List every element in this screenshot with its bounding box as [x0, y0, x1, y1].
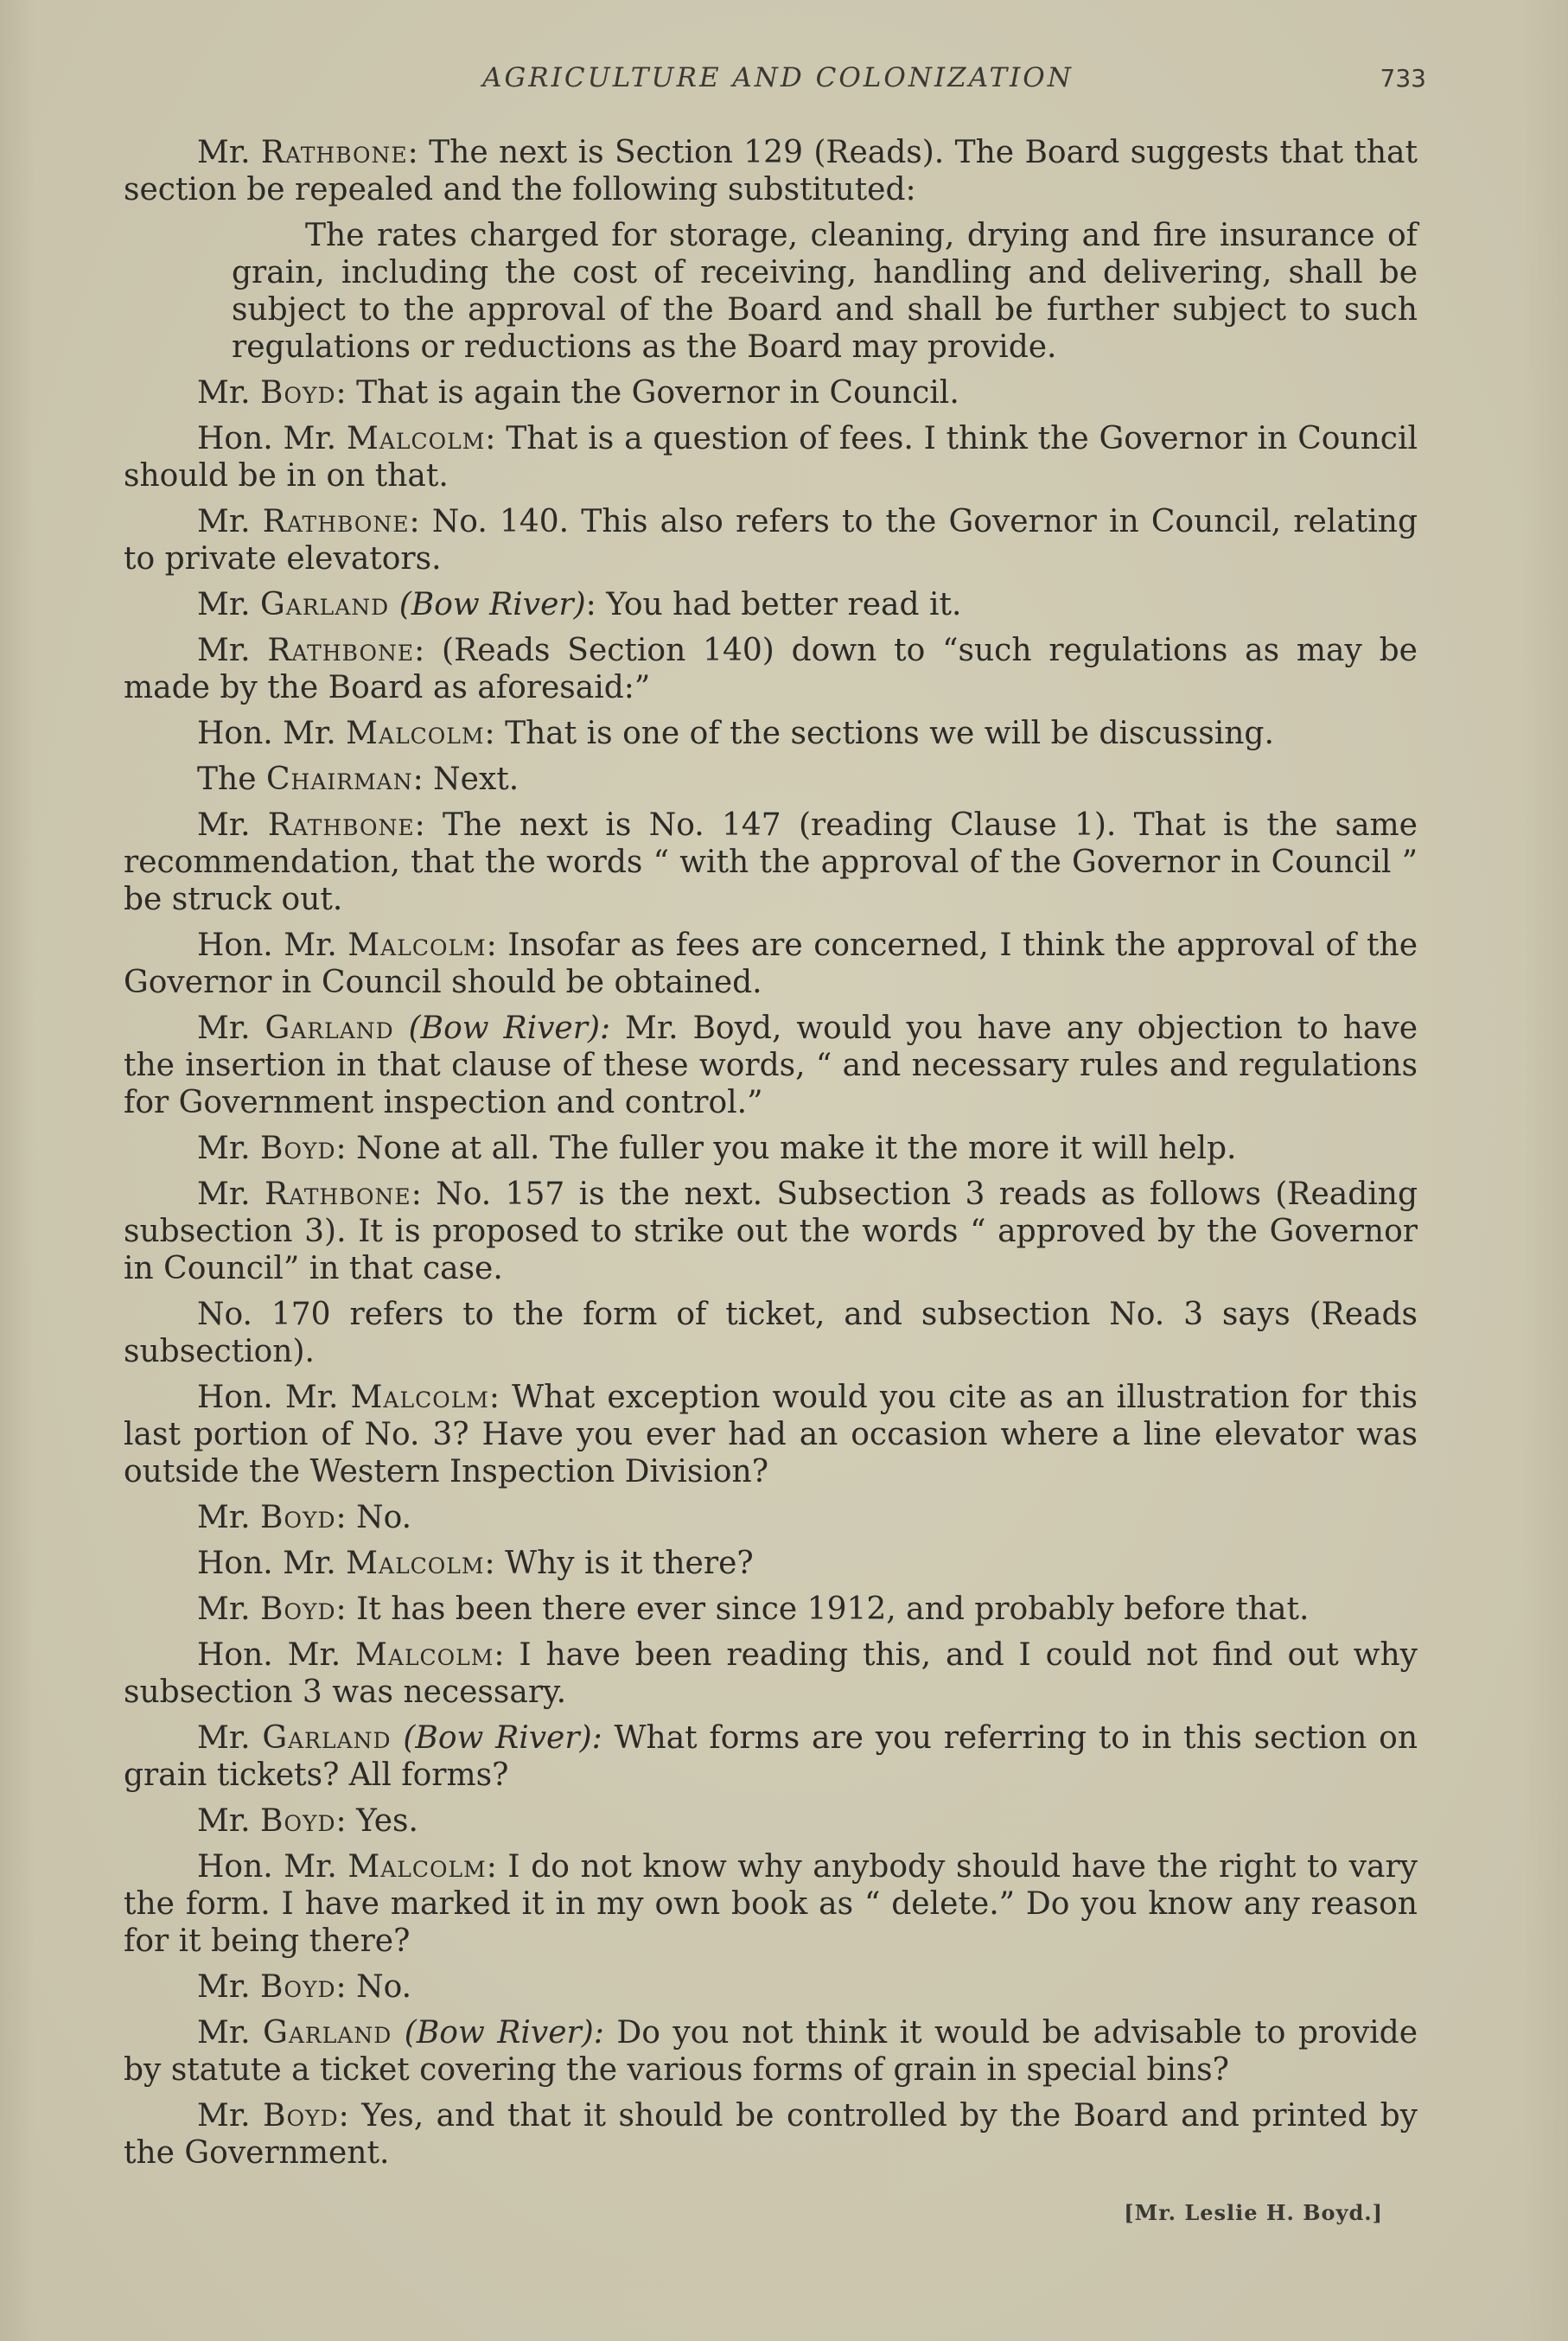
paragraph-text: : That is a question of fees. I think the Governor in Council should be in on that. [124, 421, 1418, 494]
speaker-constituency: (Bow River): [408, 1011, 611, 1046]
running-title: AGRICULTURE AND COLONIZATION [482, 62, 1074, 93]
paragraph-text: : What exception would you cite as an illustration for this last portion of No. 3? Have you ever had an occasion where a line elevator was outside the Western Inspection Division? [124, 1380, 1418, 1489]
speaker-title: Mr. [197, 587, 251, 622]
speaker-name: Boyd [263, 2098, 339, 2134]
speaker-title: Mr. [197, 1011, 251, 1046]
speaker-title: Mr. [197, 375, 251, 411]
speaker-constituency: (Bow River): [404, 2015, 604, 2051]
paragraph [124, 1499, 1418, 1536]
speaker-name: Boyd [260, 1591, 336, 1627]
speaker-name: Malcolm [346, 1546, 485, 1581]
paragraph-text: : None at all. The fuller you make it the more it will help. [335, 1131, 1237, 1166]
paragraph-text: : (Reads Section 140) down to “such regulations as may be made by the Board as aforesaid:” [124, 633, 1418, 705]
speaker-title: Mr. [197, 1803, 251, 1839]
speaker-name: Malcolm [346, 716, 485, 751]
paragraph [124, 134, 1418, 208]
speaker-title: Mr. [197, 1969, 251, 2005]
speaker-name: Garland [262, 1720, 392, 1756]
speaker-name: Garland [263, 2015, 392, 2051]
speaker-name: Rathbone [262, 504, 410, 539]
speaker-title: Hon. Mr. [197, 1849, 337, 1885]
paragraph-text: What forms are you referring to in this section on grain tickets? All forms? [124, 1720, 1418, 1793]
speaker-title: The [197, 762, 257, 797]
paragraph [124, 503, 1418, 577]
paragraph-text: : Yes. [335, 1803, 418, 1839]
paragraph [124, 1968, 1418, 2006]
speaker-title: Mr. [197, 633, 251, 668]
paragraph-text: : That is again the Governor in Council. [335, 375, 959, 411]
paragraph-text: No. 170 refers to the form of ticket, and subsection No. 3 says (Reads subsection). [124, 1297, 1418, 1369]
speaker-footnote: [Mr. Leslie H. Boyd.] [1124, 2200, 1383, 2225]
speaker-title: Hon. Mr. [197, 1546, 336, 1581]
paragraph [124, 1545, 1418, 1582]
speaker-name: Boyd [260, 375, 336, 411]
paragraph-text: : The next is Section 129 (Reads). The Board suggests that that section be repealed and the following substituted: [124, 135, 1418, 207]
paragraph-text: : Next. [412, 762, 519, 797]
running-head [130, 62, 1426, 105]
page-number: 733 [1380, 64, 1426, 92]
speaker-title: Mr. [197, 1177, 251, 1212]
paragraph-text: Do you not think it would be advisable to provide by statute a ticket covering the various forms of grain in special bins? [124, 2015, 1418, 2088]
speaker-title: Hon. Mr. [197, 421, 337, 456]
speaker-title: Hon. Mr. [197, 1637, 341, 1673]
speaker-title: Hon. Mr. [197, 928, 337, 963]
speaker-title: Mr. [197, 1591, 251, 1627]
paragraph [124, 2097, 1418, 2172]
paragraph [124, 1176, 1418, 1287]
speaker-name: Boyd [260, 1803, 336, 1839]
speaker-title: Mr. [197, 135, 251, 170]
speaker-name: Chairman [265, 762, 413, 797]
paragraph-text: : I do not know why anybody should have the right to vary the form. I have marked it in my own book as “ delete.” Do you know any reason for it being there? [124, 1849, 1418, 1959]
paragraph-text: : The next is No. 147 (reading Clause 1). That is the same recommendation, that the words “ with the approval of the Governor in Council ” be struck out. [124, 807, 1418, 917]
paragraph [124, 1296, 1418, 1370]
speaker-title: Mr. [197, 504, 251, 539]
paragraph [124, 807, 1418, 918]
speaker-name: Rathbone [264, 1177, 411, 1212]
speaker-name: Malcolm [347, 1849, 487, 1885]
speaker-name: Boyd [260, 1131, 336, 1166]
paragraph [124, 1591, 1418, 1628]
speaker-constituency: (Bow River) [398, 587, 586, 622]
speaker-title: Mr. [197, 2015, 251, 2051]
paragraph-text: : Insofar as fees are concerned, I think the approval of the Governor in Council should be obtained. [124, 928, 1418, 1000]
paragraph [124, 1130, 1418, 1167]
paragraph-text: : No. 140. This also refers to the Governor in Council, relating to private elevators. [124, 504, 1418, 577]
paragraph [124, 1802, 1418, 1840]
paragraph [124, 420, 1418, 494]
paragraph [124, 927, 1418, 1001]
paragraph [124, 374, 1418, 411]
paragraph-text: : No. [335, 1500, 412, 1535]
paragraph [124, 1010, 1418, 1121]
block-quote [124, 217, 1418, 366]
body-text [124, 134, 1418, 2180]
paragraph [124, 1379, 1418, 1490]
speaker-name: Malcolm [350, 1380, 489, 1415]
paragraph-text: : No. [335, 1969, 412, 2005]
speaker-name: Malcolm [355, 1637, 494, 1673]
speaker-name: Garland [260, 587, 390, 622]
paragraph-text: : I have been reading this, and I could not find out why subsection 3 was necessary. [124, 1637, 1418, 1710]
paragraph-text: Mr. Boyd, would you have any objection to have the insertion in that clause of these words, “ and necessary rules and regulations for Government inspection and control.” [124, 1011, 1418, 1120]
paragraph-text: : You had better read it. [585, 587, 962, 622]
speaker-title: Mr. [197, 2098, 251, 2134]
paragraph [124, 2014, 1418, 2089]
speaker-title: Mr. [197, 1500, 251, 1535]
quote-text: The rates charged for storage, cleaning, drying and fire insurance of grain, including the cost of receiving, handling and delivering, shall be subject to the approval of the Board and shall be further subject to such regulations or reductions as the Board may provide. [232, 218, 1418, 365]
paragraph-text: : No. 157 is the next. Subsection 3 reads as follows (Reading subsection 3). It is proposed to strike out the words “ approved by the Governor in Council” in that case. [124, 1177, 1418, 1286]
paragraph [124, 586, 1418, 623]
paragraph [124, 715, 1418, 752]
paragraph [124, 1719, 1418, 1794]
speaker-name: Boyd [260, 1969, 336, 2005]
speaker-title: Hon. Mr. [197, 716, 336, 751]
speaker-title: Mr. [197, 807, 251, 843]
paragraph [124, 1848, 1418, 1960]
speaker-name: Rathbone [267, 633, 415, 668]
speaker-name: Boyd [260, 1500, 336, 1535]
speaker-name: Malcolm [347, 928, 487, 963]
paragraph-text: : It has been there ever since 1912, and probably before that. [335, 1591, 1310, 1627]
speaker-title: Mr. [197, 1131, 251, 1166]
speaker-name: Rathbone [267, 807, 415, 843]
speaker-constituency: (Bow River): [403, 1720, 602, 1756]
paragraph-text: : Yes, and that it should be controlled by the Board and printed by the Government. [124, 2098, 1418, 2171]
speaker-name: Rathbone [260, 135, 408, 170]
paragraph-text: : Why is it there? [484, 1546, 754, 1581]
paragraph [124, 632, 1418, 706]
speaker-title: Mr. [197, 1720, 251, 1756]
paragraph [124, 761, 1418, 798]
speaker-name: Malcolm [346, 421, 486, 456]
paragraph-text: : That is one of the sections we will be discussing. [484, 716, 1274, 751]
speaker-name: Garland [265, 1011, 394, 1046]
paragraph [124, 1636, 1418, 1711]
speaker-title: Hon. Mr. [197, 1380, 339, 1415]
